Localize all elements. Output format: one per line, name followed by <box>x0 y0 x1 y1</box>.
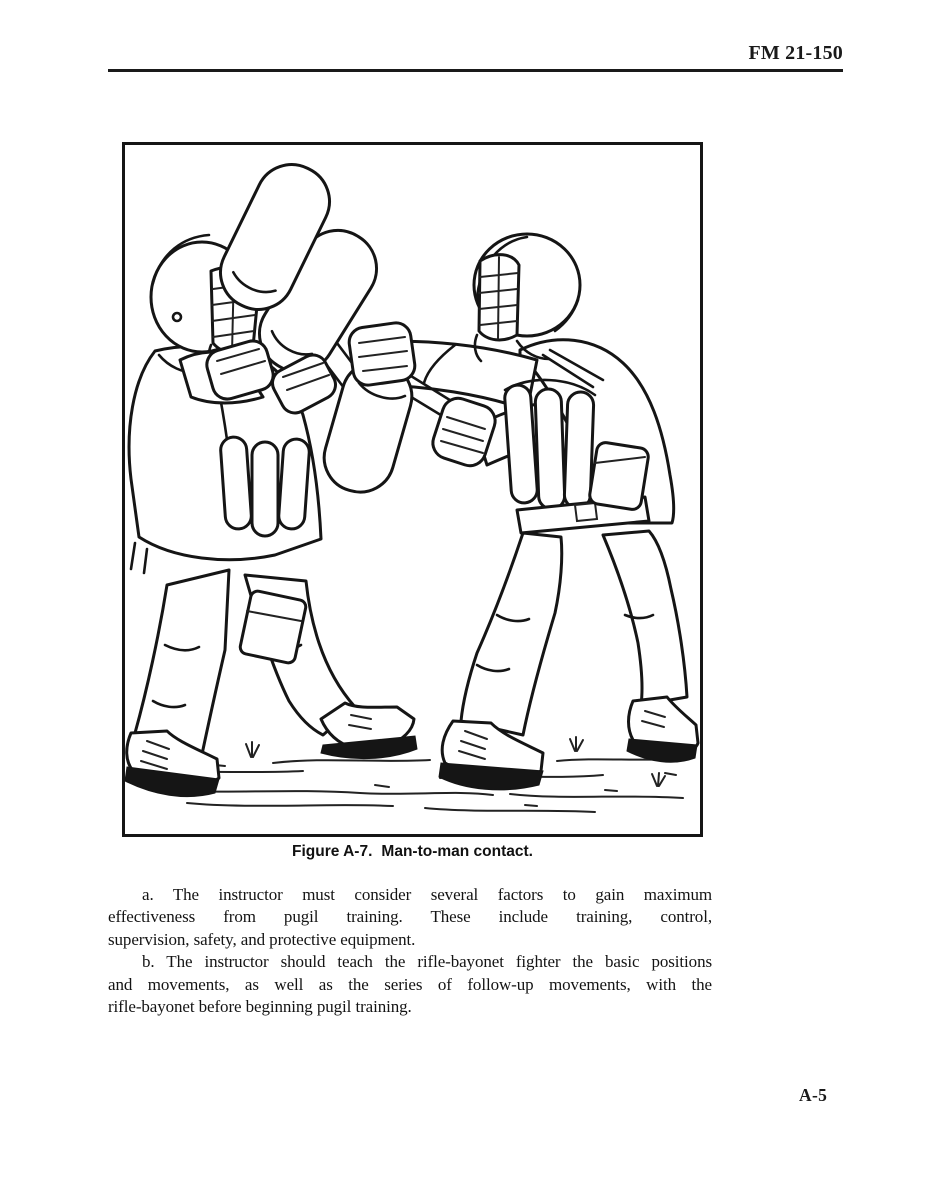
figure-caption <box>122 843 703 861</box>
right-fighter <box>371 234 698 790</box>
paragraph-b <box>108 951 712 1018</box>
body-text <box>108 884 712 1018</box>
figure-caption-text: Man-to-man contact. <box>381 843 533 860</box>
para-a-line-1: a. The instructor must consider several factors to gain maximum <box>142 885 712 904</box>
para-a-line-2: effectiveness from pugil training. These include training, control, <box>108 907 712 927</box>
header-rule <box>108 69 843 72</box>
figure-caption-label: Figure A-7. <box>292 843 373 860</box>
para-b-line-2: and movements, as well as the series of follow-up movements, with the <box>108 974 712 994</box>
doc-number: FM 21-150 <box>748 42 843 64</box>
paragraph-a <box>108 884 712 951</box>
figure-frame <box>122 142 703 837</box>
page-number: A-5 <box>799 1085 828 1105</box>
para-b-line-3: rifle-bayonet before beginning pugil training. <box>108 997 412 1017</box>
cargo-pocket <box>239 590 307 664</box>
pugil-training-illustration <box>125 145 700 834</box>
para-a-line-3: supervision, safety, and protective equipment. <box>108 929 416 949</box>
para-b-line-1: b. The instructor should teach the rifle-bayonet fighter the basic positions <box>142 952 712 972</box>
